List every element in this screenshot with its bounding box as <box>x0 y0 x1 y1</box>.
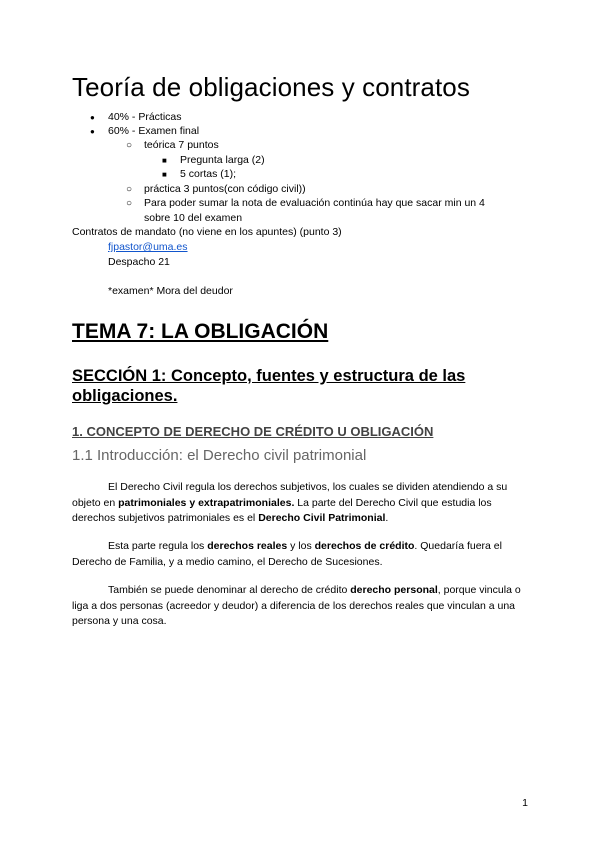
email-link[interactable]: fjpastor@uma.es <box>108 241 188 253</box>
paragraph-1 <box>72 480 530 527</box>
text-run: La parte del Derecho Civil que estudia los derechos subjetivos patrimoniales es el <box>72 496 492 524</box>
bullet-item-teorica <box>126 139 219 152</box>
bullet-text: Pregunta larga (2) <box>180 154 265 166</box>
text-run: El Derecho Civil regula los derechos subjetivos, los cuales se dividen atendiendo a su objeto en <box>72 481 508 509</box>
page-number: 1 <box>522 797 528 809</box>
bullet-text: práctica 3 puntos(con código civil)) <box>144 183 306 195</box>
bullet-continuation: sobre 10 del examen <box>144 212 243 224</box>
office-note: Despacho 21 <box>108 256 170 268</box>
bullet-text: 5 cortas (1); <box>180 168 237 180</box>
subsection-heading: 1. CONCEPTO DE DERECHO DE CRÉDITO U OBLIGACIÓN <box>72 424 434 439</box>
bullet-square-icon: ■ <box>162 156 167 165</box>
bullet-text: 60% - Examen final <box>108 125 200 137</box>
bullet-circle-icon: ○ <box>126 184 133 195</box>
bold-text: derechos de crédito <box>314 540 415 552</box>
seccion-heading: SECCIÓN 1: Concepto, fuentes y estructura de las obligaciones. <box>72 367 466 405</box>
text-run: y los <box>287 540 315 552</box>
bold-text: derecho personal <box>350 584 438 596</box>
bullet-text: 40% - Prácticas <box>108 111 182 123</box>
bullet-item-practicas <box>90 111 182 124</box>
bold-text: Derecho Civil Patrimonial <box>258 512 386 524</box>
bullet-item-examen <box>90 125 200 138</box>
tema-heading: TEMA 7: LA OBLIGACIÓN <box>72 320 329 343</box>
text-run: Esta parte regula los <box>108 540 208 552</box>
text-run: . Quedaría fuera el Derecho de Familia, y a medio camino, el Derecho de Sucesiones. <box>72 540 502 568</box>
bullet-item-cortas <box>162 168 237 181</box>
bullet-item-practica <box>126 183 306 196</box>
bullet-item-pregunta-larga <box>162 154 265 167</box>
exam-note: *examen* Mora del deudor <box>108 285 233 297</box>
text-run: , porque vincula o liga a dos personas (acreedor y deudor) a diferencia de los derechos reales que vinculan a una persona y una cosa. <box>72 584 521 627</box>
bullet-item-evaluacion <box>126 197 485 210</box>
bullet-circle-icon: ○ <box>126 140 133 151</box>
paragraph-3 <box>72 583 530 630</box>
bullet-disc-icon: ● <box>90 127 95 136</box>
paragraph-2 <box>72 539 530 570</box>
subsubsection-heading: 1.1 Introducción: el Derecho civil patrimonial <box>72 447 367 464</box>
contracts-note: Contratos de mandato (no viene en los apuntes) (punto 3) <box>72 226 342 238</box>
bullet-circle-icon: ○ <box>126 198 133 209</box>
text-run: . <box>385 512 389 524</box>
bold-text: patrimoniales y extrapatrimoniales. <box>118 496 295 509</box>
document-title: Teoría de obligaciones y contratos <box>72 72 470 102</box>
bullet-square-icon: ■ <box>162 170 167 179</box>
text-run: También se puede denominar al derecho de crédito <box>108 584 351 596</box>
bullet-disc-icon: ● <box>90 113 95 122</box>
bold-text: derechos reales <box>207 540 288 552</box>
bullet-text: Para poder sumar la nota de evaluación continúa hay que sacar min un 4 <box>144 197 485 209</box>
bullet-text: teórica 7 puntos <box>144 139 219 151</box>
